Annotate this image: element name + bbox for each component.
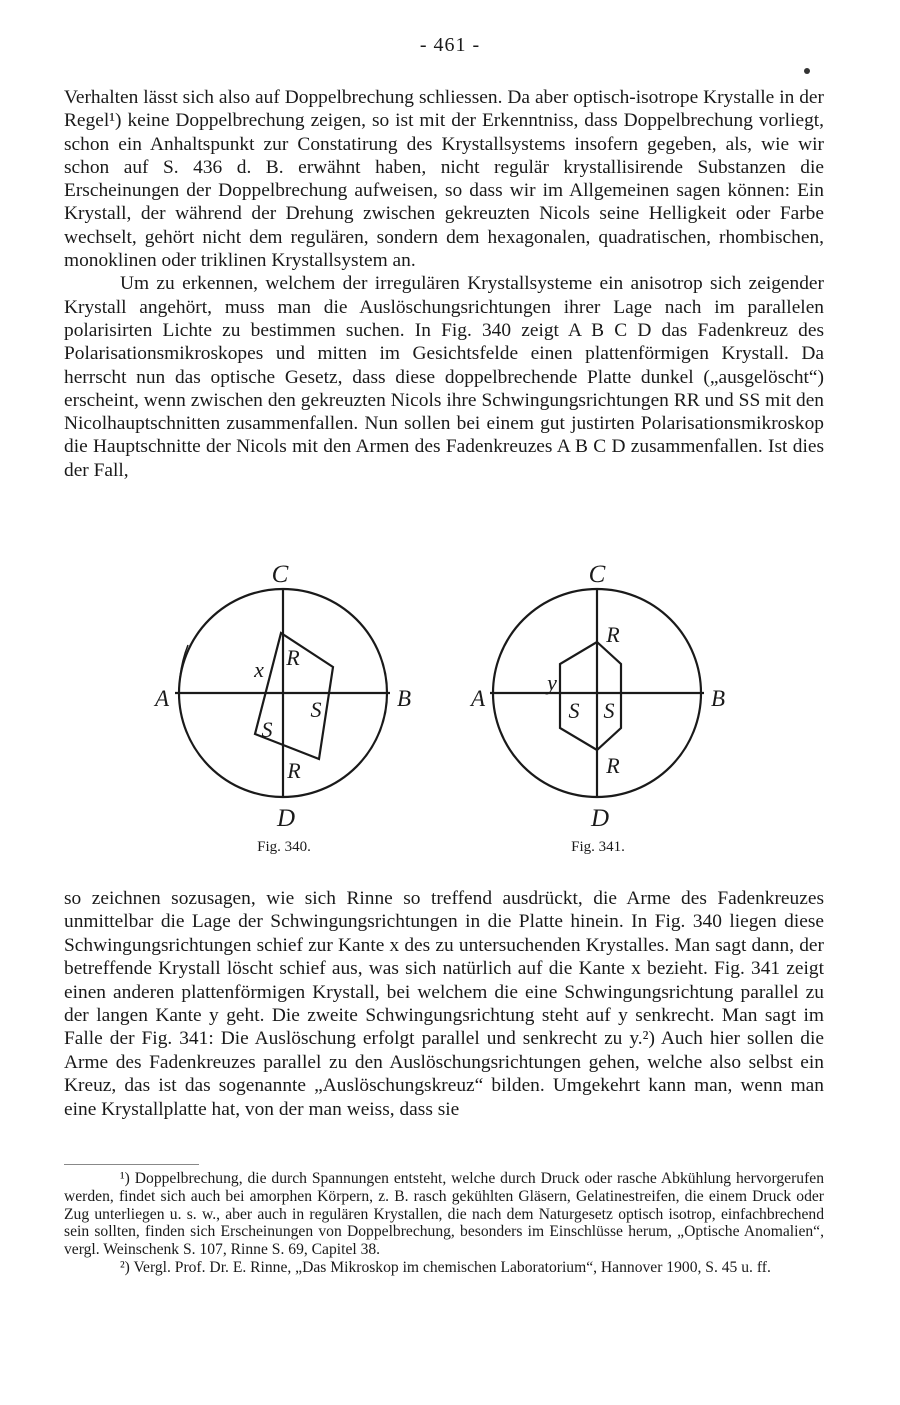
footnote-divider: [64, 1164, 199, 1165]
page-number: - 461 -: [419, 34, 481, 56]
fig341-label-bottom: D: [590, 805, 610, 832]
fig340-label-s-left: S: [261, 717, 273, 742]
fig341-crystal-plate: [560, 642, 621, 750]
fig341-label-left: A: [470, 686, 486, 711]
fig341-label-r-upper: R: [606, 622, 620, 647]
figures-340-341: [140, 560, 740, 860]
fig340-label-bottom: D: [276, 805, 296, 832]
figures-drawing: [140, 560, 740, 860]
fig340-label-s-right: S: [310, 697, 322, 722]
fig341-label-right: B: [710, 686, 726, 711]
body-text-bottom: [64, 887, 824, 1121]
fig340-label-edge-x: x: [254, 657, 264, 682]
body-text-top: [64, 86, 824, 482]
fig341-label-r-lower: R: [606, 753, 620, 778]
paragraph: Verhalten lässt sich also auf Doppelbrechung schliessen. Da aber optisch-isotrope Krystalle in der Regel¹) keine Doppelbrechung zeigen, so ist mit der Erkenntniss, dass Doppelbrechung vorliegt, schon ein Anhaltspunkt zur Constatirung des Krystallsystems insofern gegeben, als, wie wir schon auf S. 436 d. B. erwähnt haben, nicht regulär krystallisirende Substanzen die Erscheinungen der Doppelbrechung aufweisen, so dass wir im Allgemeinen sagen können: Ein Krystall, der während der Drehung zwischen gekreuzten Nicols seine Helligkeit oder Farbe wechselt, gehört nicht dem regulären, sondern dem hexagonalen, quadratischen, rhombischen, monoklinen oder triklinen Krystallsystem an.: [64, 87, 824, 272]
fig341-label-s-left: S: [568, 698, 580, 723]
fig340-label-top: C: [271, 561, 289, 588]
fig340-label-right: B: [396, 686, 412, 711]
fig341-label-s-right: S: [603, 698, 615, 723]
footnote: ¹) Doppelbrechung, die durch Spannungen entsteht, welche durch Druck oder rasche Abkühlung hervorgerufen werden, findet sich auch bei amorphen Körpern, z. B. rasch gekühlten Gläsern, Gelatinestreifen, die einem Druck oder Zug unterliegen u. s. w., aber auch in regulären Krystallen, die nach dem Naturgesetz optisch isotrop, einfachbrechend sein sollten, finden sich Erscheinungen von Doppelbrechung, besonders im Einschlüsse herum, „Optische Anomalien“, vergl. Weinschenk S. 107, Rinne S. 69, Capitel 38.: [64, 1170, 824, 1259]
footnotes: [64, 1170, 824, 1277]
fig340-label-r-lower: R: [287, 758, 301, 783]
paragraph: so zeichnen sozusagen, wie sich Rinne so treffend ausdrückt, die Arme des Fadenkreuzes unmittelbar die Lage der Schwingungsrichtungen in die Platte hinein. In Fig. 340 liegen diese Schwingungsrichtungen schief zur Kante x des zu untersuchenden Krystalles. Man sagt dann, der betreffende Krystall löscht schief aus, was sich natürlich auf die Kante x bezieht. Fig. 341 zeigt einen anderen plattenförmigen Krystall, bei welchem die eine Schwingungsrichtung parallel zu der langen Kante y geht. Die zweite Schwingungsrichtung steht auf y senkrecht. Man sagt im Falle der Fig. 341: Die Auslöschung erfolgt parallel und senkrecht zu y.²) Auch hier sollen die Arme des Fadenkreuzes parallel zu den Auslöschungsrichtungen gehen, welche also selbst ein Kreuz, das ist das sogenannte „Auslöschungskreuz“ bilden. Umgekehrt kann man, wenn man eine Krystallplatte hat, von der man weiss, dass sie: [64, 888, 824, 1120]
fig340-label-left: A: [154, 686, 170, 711]
print-speck: [804, 68, 810, 74]
fig341-caption: Fig. 341.: [571, 839, 625, 855]
footnote: ²) Vergl. Prof. Dr. E. Rinne, „Das Mikroskop im chemischen Laboratorium“, Hannover 1900, S. 45 u. ff.: [120, 1258, 771, 1276]
fig340-label-r-upper: R: [286, 645, 300, 670]
fig340-caption: Fig. 340.: [257, 839, 311, 855]
paragraph: Um zu erkennen, welchem der irregulären Krystallsysteme ein anisotrop sich zeigender Krystall angehört, muss man die Auslöschungsrichtungen ihrer Lage nach im parallelen polarisirten Lichte zu bestimmen suchen. In Fig. 340 zeigt A B C D das Fadenkreuz des Polarisationsmikroskopes und mitten im Gesichtsfelde einen plattenförmigen Krystall. Da herrscht nun das optische Gesetz, dass diese doppelbrechende Platte dunkel („ausgelöscht“) erscheint, wenn zwischen den gekreuzten Nicols ihre Schwingungsrichtungen RR und SS mit den Nicolhauptschnitten zusammenfallen. Nun sollen bei einem gut justirten Polarisationsmikroskop die Hauptschnitte der Nicols mit den Armen des Fadenkreuzes A B C D zusammenfallen. Ist dies der Fall,: [64, 273, 824, 481]
fig341-label-top: C: [588, 561, 606, 588]
fig341-label-edge-y: y: [547, 670, 557, 695]
